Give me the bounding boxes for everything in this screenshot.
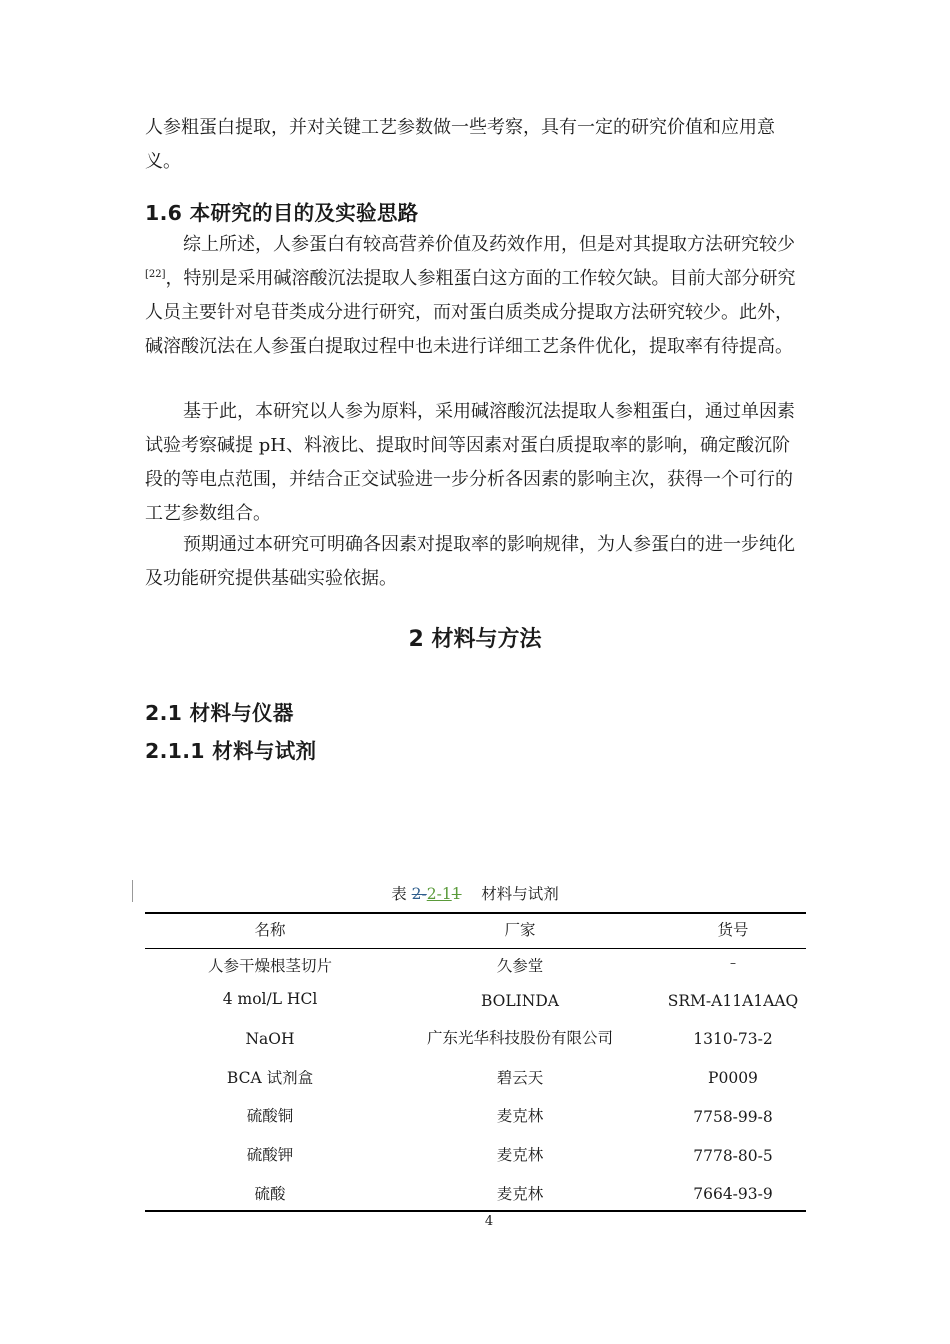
table-cell: 7758-99-8 <box>693 1108 773 1126</box>
table-cell: 硫酸钾 <box>246 1146 294 1164</box>
table-cell: 人参干燥根茎切片 <box>207 957 332 975</box>
table-cell: 1310-73-2 <box>693 1030 773 1048</box>
table-cell: – <box>730 956 736 970</box>
page-number: 4 <box>484 1214 494 1229</box>
table-cell: 碧云天 <box>496 1069 544 1087</box>
caption-deleted-text-2: 1 <box>451 885 462 903</box>
citation-ref: [22] <box>145 269 166 280</box>
table-bottom-rule <box>145 1210 806 1212</box>
continuation-paragraph: 人参粗蛋白提取，并对关键工艺参数做一些考察，具有一定的研究价值和应用意义。 <box>145 117 775 172</box>
paragraph-1-text-b: ，特别是采用碱溶酸沉法提取人参粗蛋白这方面的工作较欠缺。目前大部分研究人员主要针对皂苷类成分进行研究，而对蛋白质类成分提取方法研究较少。此外，碱溶酸沉法在人参蛋白提取过程中也未进行详细工艺条件优化，提取率有待提高。 <box>145 268 796 357</box>
caption-deleted-text: 2- <box>411 885 427 903</box>
table-cell: 7664-93-9 <box>693 1185 773 1203</box>
caption-inserted-text: 2-1 <box>426 885 452 903</box>
table-cell: SRM-A11A1AAQ <box>667 992 799 1010</box>
table-cell: 麦克林 <box>496 1146 544 1164</box>
section-2-1-1-heading: 2.1.1 材料与试剂 <box>145 739 317 763</box>
section-2-1-heading: 2.1 材料与仪器 <box>145 701 294 725</box>
table-cell: 硫酸 <box>254 1185 286 1203</box>
section-1-6-heading: 1.6 本研究的目的及实验思路 <box>145 201 419 225</box>
table-cell: NaOH <box>245 1030 295 1048</box>
caption-prefix: 表 <box>391 885 412 903</box>
section-1-6-paragraph-3: 预期通过本研究可明确各因素对提取率的影响规律，为人参蛋白的进一步纯化及功能研究提供基础实验依据。 <box>145 534 795 589</box>
table-header-catalog-no: 货号 <box>717 921 749 939</box>
table-cell: P0009 <box>708 1069 758 1087</box>
table-cell: 麦克林 <box>496 1107 544 1125</box>
table-header-name: 名称 <box>254 921 286 939</box>
table-header-rule <box>145 948 806 949</box>
table-cell: BCA 试剂盒 <box>226 1069 314 1087</box>
table-cell: 久参堂 <box>496 957 544 975</box>
table-cell: BOLINDA <box>481 992 559 1010</box>
paragraph-1-text-a: 综上所述，人参蛋白有较高营养价值及药效作用，但是对其提取方法研究较少 <box>183 234 795 255</box>
table-cell: 4 mol/L HCl <box>222 990 318 1008</box>
table-cell: 广东光华科技股份有限公司 <box>426 1029 613 1047</box>
table-caption <box>0 882 950 904</box>
section-1-6-paragraph-2: 基于此，本研究以人参为原料，采用碱溶酸沉法提取人参粗蛋白，通过单因素试验考察碱提 pH、料液比、提取时间等因素对蛋白质提取率的影响，确定酸沉阶段的等电点范围，并结合正交试验进一步分析各因素的影响主次，获得一个可行的工艺参数组合。 <box>145 401 795 524</box>
chapter-2-heading: 2 材料与方法 <box>408 627 542 652</box>
table-cell: 7778-80-5 <box>693 1147 773 1165</box>
table-cell: 麦克林 <box>496 1185 544 1203</box>
caption-title: 材料与试剂 <box>481 885 559 903</box>
table-top-rule <box>145 912 806 914</box>
table-cell: 硫酸铜 <box>246 1107 294 1125</box>
table-header-manufacturer: 厂家 <box>504 921 536 939</box>
section-1-6-paragraph-1 <box>145 228 807 364</box>
